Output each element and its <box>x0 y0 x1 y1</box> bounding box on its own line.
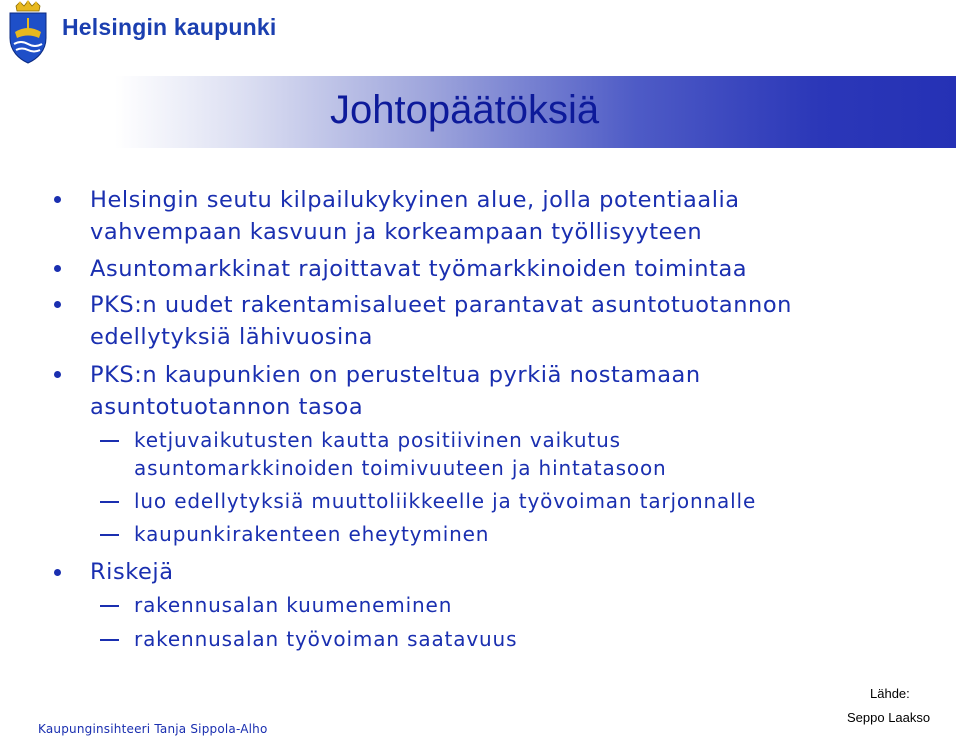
sub-bullet-line: kaupunkirakenteen eheytyminen <box>134 522 490 546</box>
dash-icon <box>100 501 119 503</box>
dash-icon <box>100 440 119 442</box>
sub-bullet-line: asuntomarkkinoiden toimivuuteen ja hintatasoon <box>134 456 667 480</box>
bullet-line: vahvempaan kasvuun ja korkeampaan työllisyyteen <box>90 219 703 245</box>
sub-bullet-line: rakennusalan työvoiman saatavuus <box>134 627 518 651</box>
dash-icon <box>100 605 119 607</box>
dash-icon <box>100 639 119 641</box>
source-label: Lähde: <box>870 686 910 701</box>
sub-bullet-line: ketjuvaikutusten kautta positiivinen vaikutus <box>134 428 621 452</box>
bullet-line: asuntotuotannon tasoa <box>90 394 364 420</box>
bullet-line: Riskejä <box>90 559 174 585</box>
brand-name: Helsingin kaupunki <box>62 14 277 40</box>
bullet-icon <box>54 301 61 308</box>
sub-bullet-line: luo edellytyksiä muuttoliikkeelle ja työvoiman tarjonnalle <box>134 489 757 513</box>
bullet-line: edellytyksiä lähivuosina <box>90 324 373 350</box>
dash-icon <box>100 534 119 536</box>
bullet-line: Asuntomarkkinat rajoittavat työmarkkinoiden toimintaa <box>90 256 748 282</box>
bullet-line: Helsingin seutu kilpailukykyinen alue, jolla potentiaalia <box>90 187 740 213</box>
slide-title: Johtopäätöksiä <box>330 88 600 132</box>
bullet-icon <box>54 196 61 203</box>
bullet-line: PKS:n kaupunkien on perusteltua pyrkiä nostamaan <box>90 362 701 388</box>
footer-author: Kaupunginsihteeri Tanja Sippola-Alho <box>38 722 268 736</box>
bullet-icon <box>54 569 61 576</box>
source-name: Seppo Laakso <box>847 710 931 725</box>
sub-bullet-line: rakennusalan kuumeneminen <box>134 593 453 617</box>
bullet-icon <box>54 265 61 272</box>
bullet-icon <box>54 371 61 378</box>
bullet-line: PKS:n uudet rakentamisalueet parantavat asuntotuotannon <box>90 292 792 318</box>
